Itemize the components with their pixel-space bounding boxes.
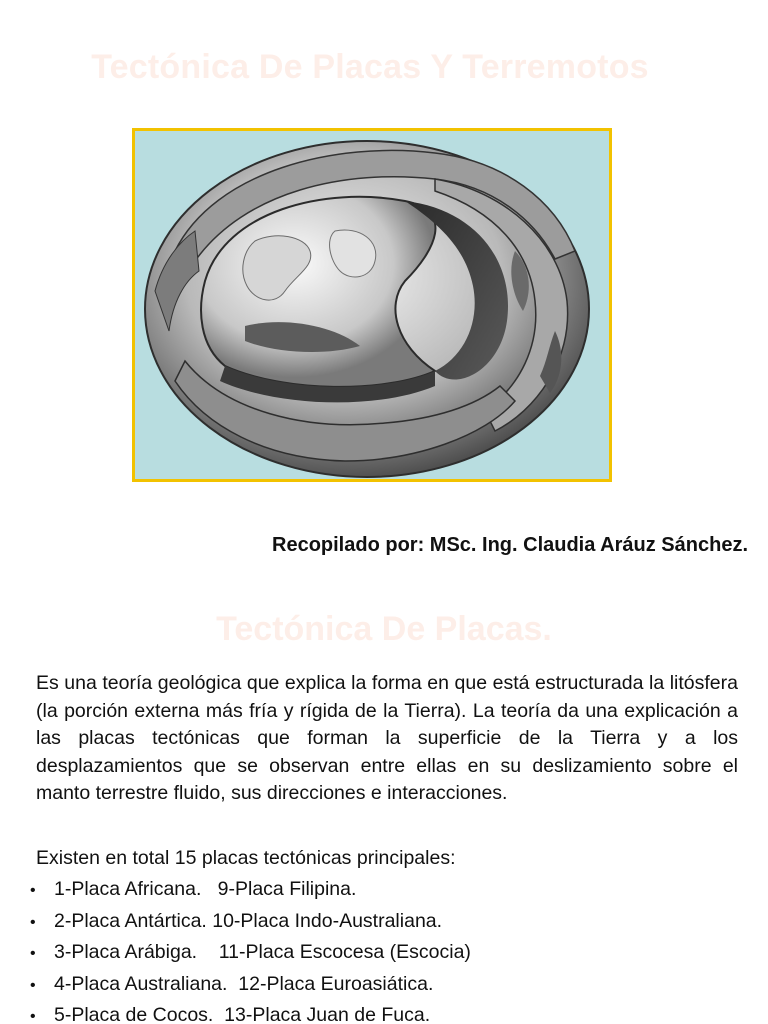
list-item [30,908,471,940]
plate-label: 1-Placa Africana. 9-Placa Filipina. [54,878,357,900]
plate-label: 4-Placa Australiana. 12-Placa Euroasiática. [54,972,434,995]
list-item [30,1002,471,1024]
bullet-icon: • [30,913,36,931]
bullet-icon: • [30,945,36,962]
plate-label: 2-Placa Antártica. 10-Placa Indo-Australiana. [54,909,443,932]
list-item [30,939,471,971]
document-title: Tectónica De Placas Y Terremotos [91,48,649,86]
plates-intro: Existen en total 15 placas tectónicas principales: [36,847,456,869]
bullet-icon: • [30,1008,36,1024]
tectonic-plates-figure [132,128,612,482]
tectonic-plates-globe-icon [135,131,609,479]
bullet-icon: • [30,882,36,899]
plate-label: 5-Placa de Cocos. 13-Placa Juan de Fuca. [54,1004,431,1024]
list-item [30,971,471,1003]
definition-paragraph: Es una teoría geológica que explica la forma en que está estructurada la litósfera (la porción externa más fría y rígida de la Tierra). La teoría da una explicación a las placas tectónicas que forman la superficie de la Tierra y a los desplazamientos que se observan entre ellas en su deslizamiento sobre el manto terrestre fluido, sus direcciones e interacciones. [36,672,738,804]
section-title: Tectónica De Placas. [216,610,552,648]
bullet-icon: • [30,976,36,994]
plates-list [30,876,471,1024]
plate-label: 3-Placa Arábiga. 11-Placa Escocesa (Escocia) [54,941,471,963]
list-item [30,876,471,908]
credit-line: Recopilado por: MSc. Ing. Claudia Aráuz Sánchez. [272,534,748,556]
